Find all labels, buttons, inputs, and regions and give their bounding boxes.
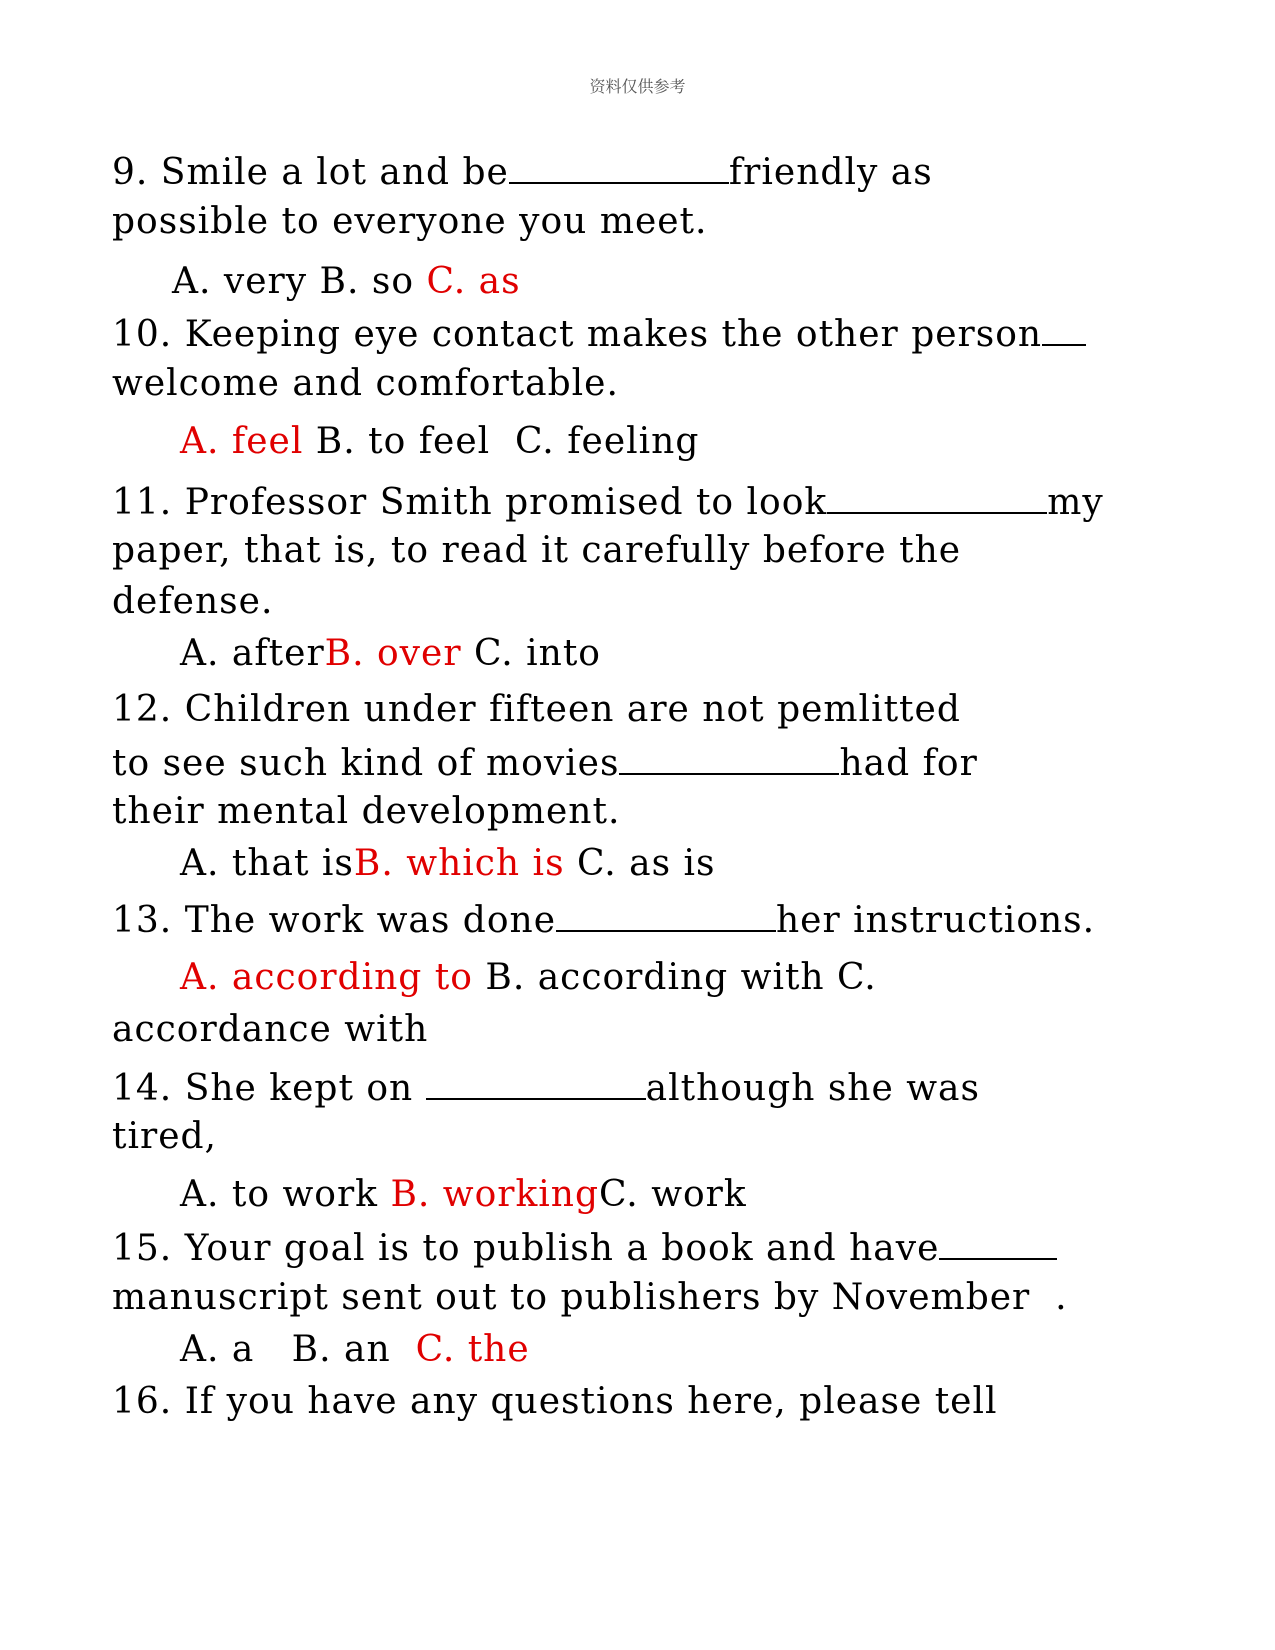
- page-header: 资料仅供参考: [589, 77, 686, 96]
- question-12-text: to see such kind of movies: [112, 743, 620, 784]
- question-15-text: 15. Your goal is to publish a book and have: [112, 1228, 940, 1269]
- answer-blank: [827, 480, 1047, 514]
- question-9-line-2: possible to everyone you meet.: [112, 201, 708, 242]
- question-14-options: [180, 1175, 747, 1215]
- option-text: A. a B. an: [180, 1329, 416, 1370]
- option-text: C. as is: [564, 843, 716, 884]
- question-16-line-1: 16. If you have any questions here, please tell: [112, 1381, 998, 1422]
- answer-blank: [426, 1066, 646, 1100]
- question-13-options: [180, 958, 877, 998]
- option-text: B. according with C.: [472, 957, 877, 998]
- option-text: A. after: [180, 633, 325, 674]
- question-10-line-1: [112, 312, 1086, 355]
- question-15-line-1: [112, 1226, 1057, 1269]
- option-text: A. very B. so: [172, 261, 427, 302]
- correct-option: C. the: [415, 1329, 530, 1370]
- answer-blank: [1042, 312, 1086, 346]
- answer-blank: [509, 150, 729, 184]
- question-10-line-2: welcome and comfortable.: [112, 363, 619, 404]
- question-9-options: [172, 262, 521, 302]
- answer-blank: [939, 1226, 1057, 1260]
- correct-option: B. over: [324, 633, 462, 674]
- answer-blank: [556, 898, 776, 932]
- question-14-text-cont: although she was: [645, 1068, 980, 1109]
- question-14-line-1: [112, 1066, 980, 1109]
- question-9-line-1: [112, 150, 933, 193]
- question-11-line-2: paper, that is, to read it carefully before the: [112, 530, 962, 571]
- option-text: A. to work: [180, 1174, 391, 1215]
- option-text: B. to feel C. feeling: [303, 421, 700, 462]
- question-12-line-3: their mental development.: [112, 791, 621, 832]
- question-11-text-cont: my: [1047, 482, 1104, 523]
- question-13-text: 13. The work was done: [112, 900, 556, 941]
- question-12-options: [180, 844, 716, 884]
- question-14-text: 14. She kept on: [112, 1068, 426, 1109]
- question-9-text-cont: friendly as: [728, 152, 933, 193]
- option-text: C. work: [599, 1174, 747, 1215]
- question-15-options: [180, 1330, 530, 1370]
- question-12-text-cont: had for: [839, 743, 978, 784]
- question-9-text: 9. Smile a lot and be: [112, 152, 509, 193]
- option-text: A. that is: [180, 843, 354, 884]
- question-11-line-1: [112, 480, 1104, 523]
- option-text: C. into: [461, 633, 601, 674]
- correct-option: A. according to: [180, 957, 473, 998]
- question-13-line-1: [112, 898, 1095, 941]
- question-12-line-1: 12. Children under fifteen are not pemlitted: [112, 689, 961, 730]
- answer-blank: [619, 741, 839, 775]
- question-13-line-3: accordance with: [112, 1009, 429, 1050]
- correct-option: B. which is: [353, 843, 565, 884]
- question-11-text: 11. Professor Smith promised to look: [112, 482, 828, 523]
- question-12-line-2: [112, 741, 978, 784]
- correct-option: C. as: [426, 261, 521, 302]
- question-14-line-2: tired,: [112, 1116, 217, 1157]
- question-10-options: [180, 422, 699, 462]
- question-13-text-cont: her instructions.: [776, 900, 1096, 941]
- question-10-text: 10. Keeping eye contact makes the other person: [112, 314, 1043, 355]
- question-15-line-2: manuscript sent out to publishers by November .: [112, 1277, 1068, 1318]
- question-11-options: [180, 634, 601, 674]
- correct-option: B. working: [390, 1174, 600, 1215]
- correct-option: A. feel: [180, 421, 304, 462]
- question-11-line-3: defense.: [112, 581, 274, 622]
